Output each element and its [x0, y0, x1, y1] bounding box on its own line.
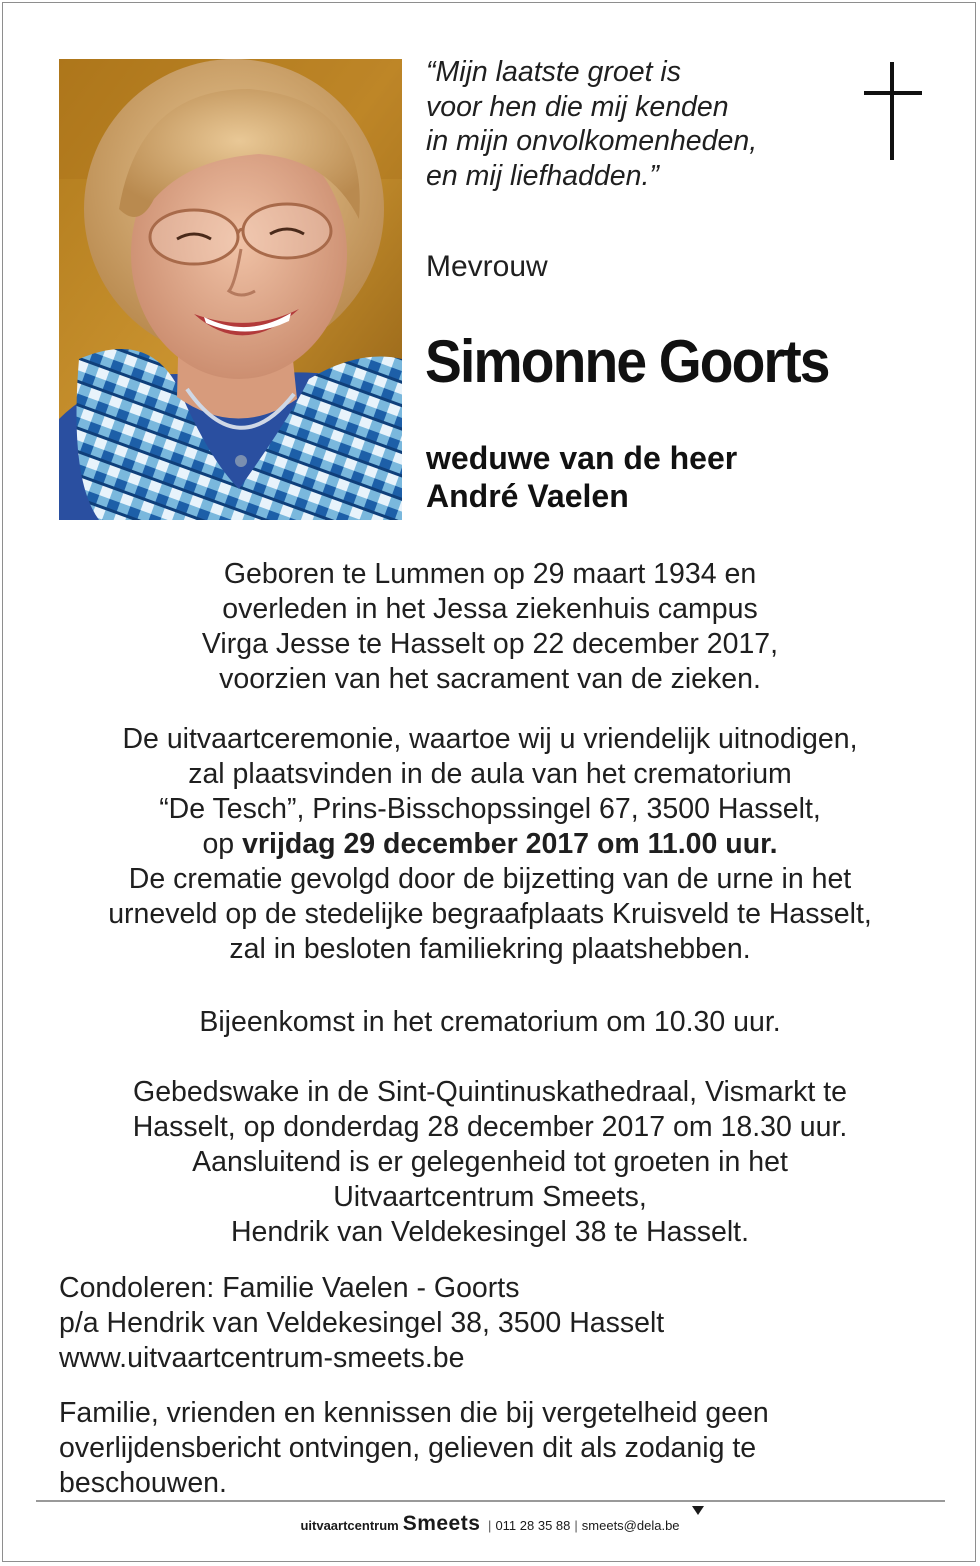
paragraph-line: Condoleren: Familie Vaelen - Goorts — [59, 1272, 520, 1304]
ceremony-date: vrijdag 29 december 2017 om 11.00 uur. — [242, 828, 778, 860]
gathering-paragraph — [40, 1005, 940, 1040]
paragraph-line: urneveld op de stedelijke begraafplaats Kruisveld te Hasselt, — [108, 898, 872, 930]
widow-statement — [426, 439, 737, 515]
paragraph-line: Uitvaartcentrum Smeets, — [333, 1181, 647, 1213]
paragraph-line: beschouwen. — [59, 1467, 227, 1499]
brand-name: Smeets — [402, 1512, 481, 1535]
separator: | — [574, 1518, 578, 1533]
paragraph-line: voorzien van het sacrament van de zieken. — [219, 663, 761, 695]
paragraph-line: Familie, vrienden en kennissen die bij vergetelheid geen — [59, 1397, 769, 1429]
paragraph-line: De crematie gevolgd door de bijzetting van de urne in het — [128, 863, 852, 895]
website-link[interactable]: www.uitvaartcentrum-smeets.be — [59, 1342, 465, 1374]
paragraph-line: overlijdensbericht ontvingen, gelieven dit als zodanig te — [59, 1432, 757, 1464]
paragraph-line: p/a Hendrik van Veldekesingel 38, 3500 Hasselt — [59, 1307, 665, 1339]
cross-icon — [864, 62, 922, 160]
birth-death-paragraph — [40, 557, 940, 697]
portrait-photo — [59, 59, 402, 520]
paragraph-line: “De Tesch”, Prins-Bisschopssingel 67, 3500 Hasselt, — [159, 793, 821, 825]
paragraph-line: Gebedswake in de Sint-Quintinuskathedraal, Vismarkt te — [133, 1076, 847, 1108]
notice-paragraph — [59, 1396, 939, 1501]
quote-line: in mijn onvolkomenheden, — [426, 125, 758, 157]
footer-phone: 011 28 35 88 — [495, 1518, 571, 1533]
paragraph-line: Bijeenkomst in het crematorium om 10.30 uur. — [199, 1006, 781, 1038]
quote-line: en mij liefhadden.” — [426, 159, 659, 192]
widow-line: André Vaelen — [426, 478, 629, 514]
logo-triangle-icon — [692, 1506, 704, 1515]
paragraph-line: zal in besloten familiekring plaatshebben. — [229, 933, 751, 965]
honorific: Mevrouw — [426, 250, 548, 283]
paragraph-line: Aansluitend is er gelegenheid tot groeten in het — [192, 1146, 788, 1178]
quote-line: voor hen die mij kenden — [426, 90, 729, 123]
paragraph-line: De uitvaartceremonie, waartoe wij u vriendelijk uitnodigen, — [122, 723, 858, 755]
paragraph-line: Hasselt, op donderdag 28 december 2017 om 18.30 uur. — [132, 1111, 848, 1143]
footer — [0, 1512, 980, 1536]
separator: | — [488, 1518, 492, 1533]
memorial-quote — [426, 55, 846, 193]
paragraph-line: zal plaatsvinden in de aula van het crematorium — [188, 758, 792, 790]
paragraph-line: Geboren te Lummen op 29 maart 1934 en — [223, 558, 757, 590]
widow-line: weduwe van de heer — [426, 440, 738, 476]
quote-line: “Mijn laatste groet is — [426, 56, 682, 88]
deceased-name: Simonne Goorts — [425, 328, 829, 395]
condolences-paragraph — [59, 1271, 939, 1376]
footer-divider — [36, 1500, 945, 1502]
brand-prefix: uitvaartcentrum — [300, 1518, 399, 1533]
vigil-paragraph — [40, 1075, 940, 1250]
ceremony-paragraph — [40, 722, 940, 967]
ceremony-date-line — [40, 827, 940, 862]
paragraph-line: Hendrik van Veldekesingel 38 te Hasselt. — [230, 1216, 750, 1248]
date-prefix: op — [202, 828, 235, 860]
footer-email[interactable]: smeets@dela.be — [581, 1518, 680, 1533]
paragraph-line: overleden in het Jessa ziekenhuis campus — [222, 593, 758, 625]
paragraph-line: Virga Jesse te Hasselt op 22 december 2017, — [201, 628, 779, 660]
